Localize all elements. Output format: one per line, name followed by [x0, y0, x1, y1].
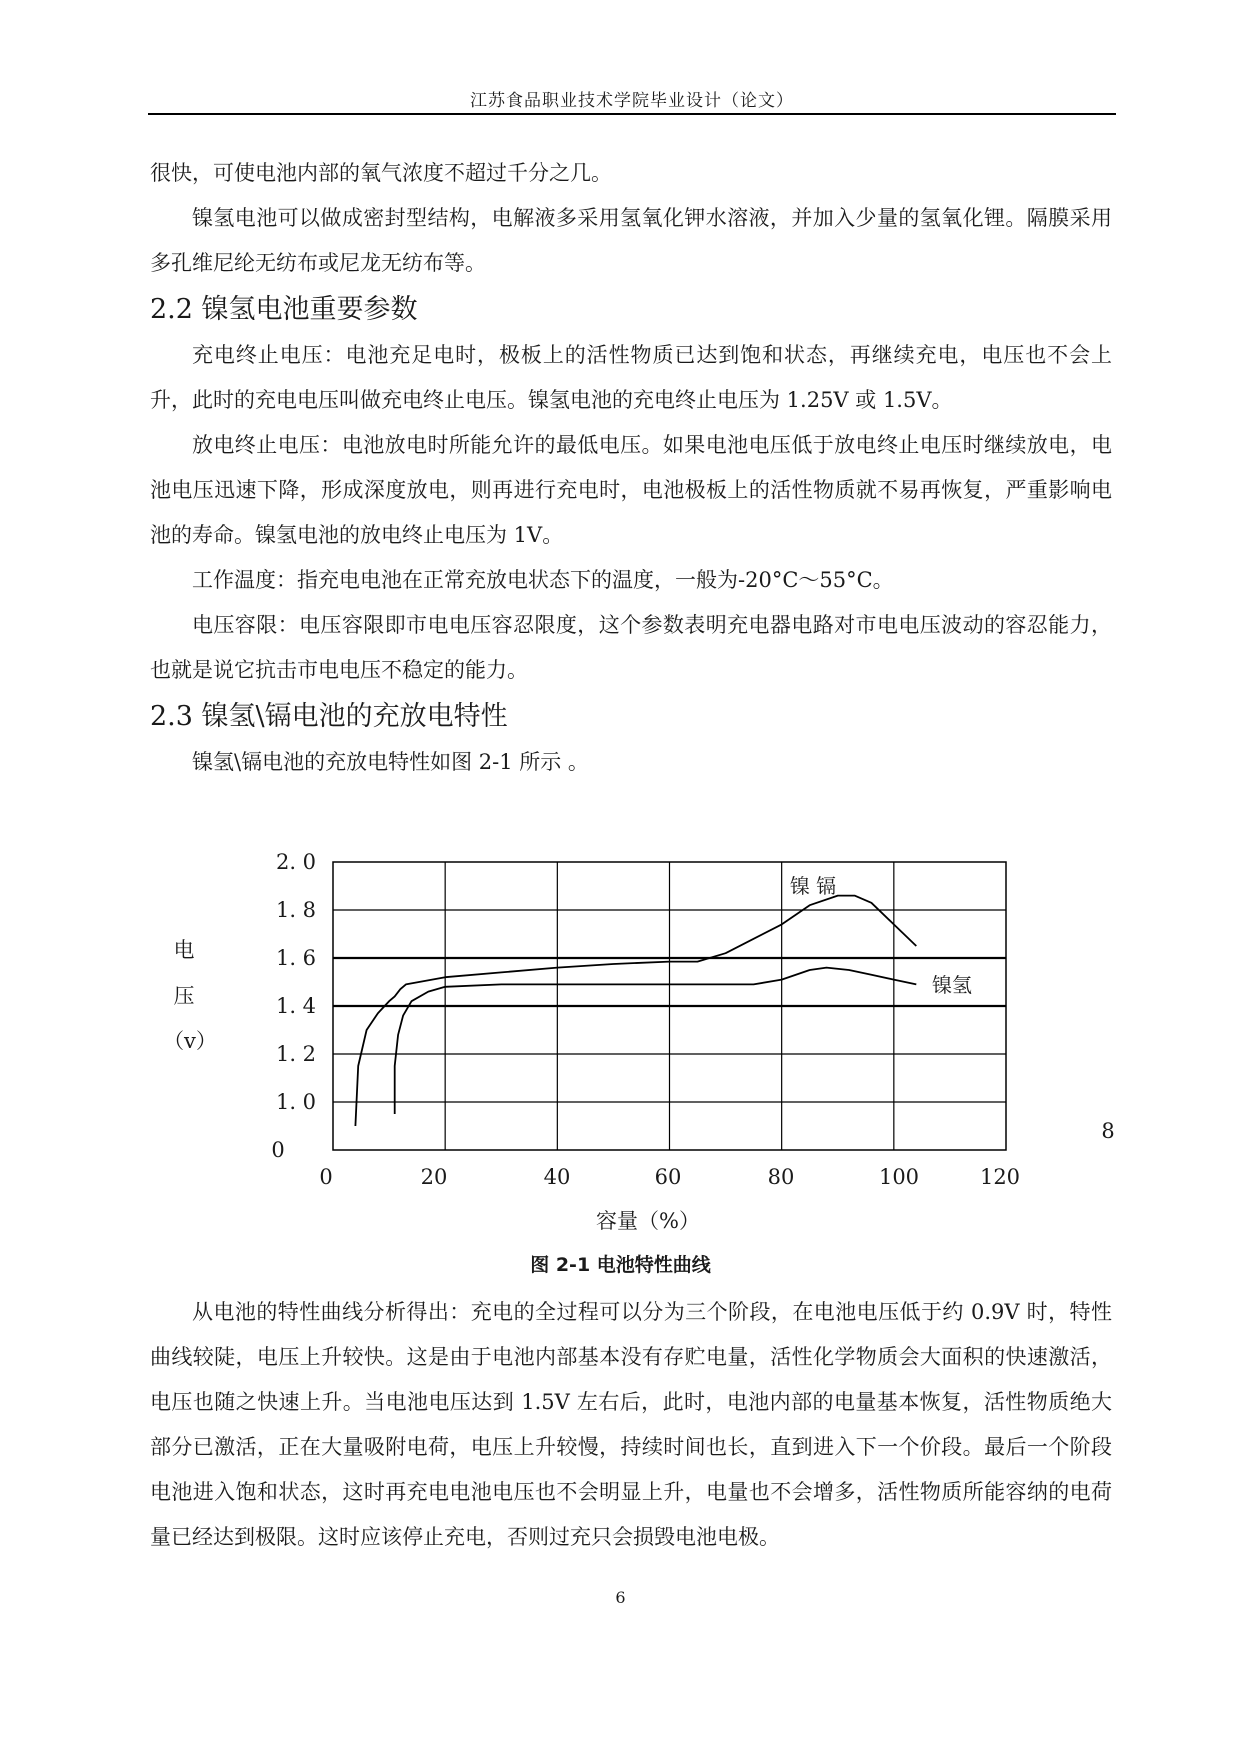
page-number: 6 — [615, 1588, 626, 1607]
series-line — [395, 968, 917, 1114]
chart-series — [355, 874, 972, 1126]
paragraph: 放电终止电压：电池放电时所能允许的最低电压。如果电池电压低于放电终止电压时继续放电，电池电压迅速下降，形成深度放电，则再进行充电时，电池极板上的活性物质就不易再恢复，严重影响电池的寿命。镍氢电池的放电终止电压为 1V。 — [150, 433, 1112, 547]
x-axis-label: 容量（%） — [596, 1209, 700, 1233]
paragraph: 从电池的特性曲线分析得出：充电的全过程可以分为三个阶段，在电池电压低于约 0.9V 时，特性曲线较陡，电压上升较快。这是由于电池内部基本没有存贮电量，活性化学物质会大面积的快速激活，电压也随之快速上升。当电池电压达到 1.5V 左右后，此时，电池内部的电量基本恢复，活性物质绝大部分已激活，正在大量吸附电荷，电压上升较慢，持续时间也长，直到进入下一个价段。最后一个阶段电池进入饱和状态，这时再充电电池电压也不会明显上升，电量也不会增多，活性物质所能容纳的电荷量已经达到极限。这时应该停止充电，否则过充只会损毁电池电极。 — [150, 1300, 1112, 1549]
paragraph: 镍氢\镉电池的充放电特性如图 2-1 所示 。 — [192, 750, 589, 774]
section-heading-2-3: 2.3 镍氢\镉电池的充放电特性 — [150, 701, 508, 732]
x-tick-label: 20 — [420, 1165, 448, 1189]
y-tick-label: 1. 2 — [275, 1042, 317, 1066]
body-text-bottom — [150, 1290, 1112, 1560]
y-tick-label: 1. 0 — [275, 1090, 317, 1114]
series-line — [355, 896, 916, 1126]
y-axis-label-part: 电 — [173, 938, 195, 962]
paragraph: 电压容限：电压容限即市电电压容忍限度，这个参数表明充电器电路对市电电压波动的容忍能力，也就是说它抗击市电电压不稳定的能力。 — [150, 613, 1112, 682]
y-tick-label: 1. 6 — [275, 946, 317, 970]
x-tick-label: 120 — [979, 1165, 1021, 1189]
x-tick-labels — [319, 1165, 1020, 1189]
y-tick-label: 2. 0 — [275, 850, 317, 874]
paragraph: 很快，可使电池内部的氧气浓度不超过千分之几。 — [150, 161, 612, 185]
section-heading-2-2: 2.2 镍氢电池重要参数 — [150, 294, 418, 325]
x-tick-label: 100 — [878, 1165, 920, 1189]
x-tick-label: 60 — [654, 1165, 682, 1189]
paragraph: 充电终止电压：电池充足电时，极板上的活性物质已达到饱和状态，再继续充电，电压也不会上升，此时的充电电压叫做充电终止电压。镍氢电池的充电终止电压为 1.25V 或 1.5V。 — [150, 343, 1112, 412]
y-axis-label-part: （v） — [163, 1029, 217, 1053]
series-label: 镍 镉 — [789, 874, 837, 898]
y-tick-label: 0 — [271, 1138, 285, 1162]
page-header: 江苏食品职业技术学院毕业设计（论文） — [470, 91, 794, 111]
figure-caption: 图 2-1 电池特性曲线 — [530, 1254, 711, 1276]
paragraph: 工作温度：指充电电池在正常充放电状态下的温度，一般为-20°C～55°C。 — [192, 568, 894, 592]
y-tick-labels — [271, 850, 316, 1162]
x-tick-label: 40 — [543, 1165, 571, 1189]
y-tick-label: 1. 8 — [275, 898, 317, 922]
series-label: 镍氢 — [932, 973, 972, 997]
chart-grid — [333, 862, 1006, 1150]
x-tick-label: 0 — [319, 1165, 333, 1189]
paragraph: 镍氢电池可以做成密封型结构，电解液多采用氢氧化钾水溶液，并加入少量的氢氧化锂。隔膜采用多孔维尼纶无纺布或尼龙无纺布等。 — [150, 206, 1112, 275]
y-axis-label-part: 压 — [173, 984, 195, 1008]
y-axis-label — [163, 938, 217, 1053]
y-tick-label: 1. 4 — [275, 994, 317, 1018]
x-tick-label: 80 — [767, 1165, 795, 1189]
stray-label: 8 — [1101, 1119, 1115, 1143]
